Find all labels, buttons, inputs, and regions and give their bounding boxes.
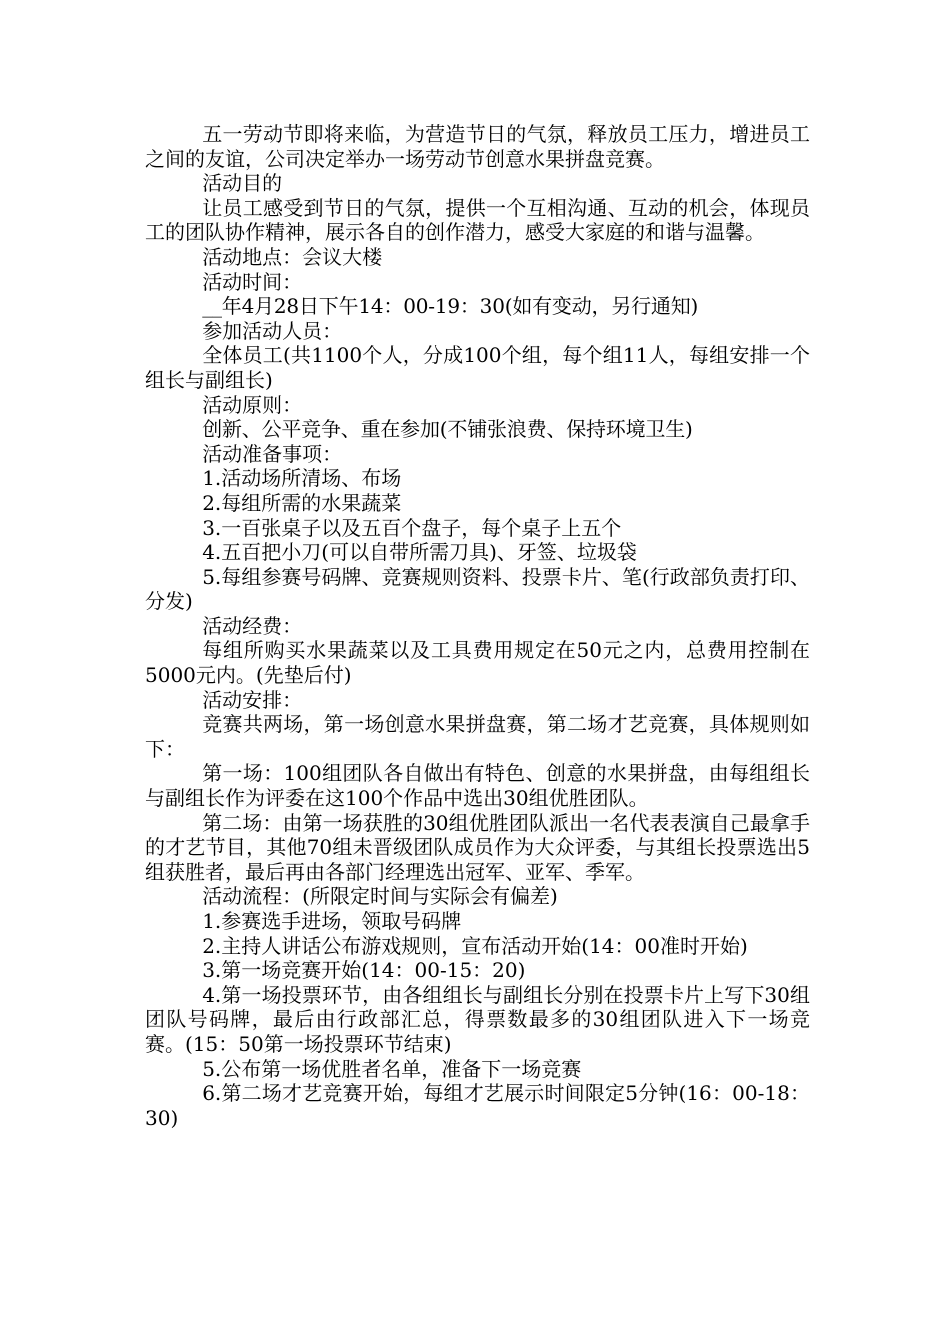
heading-budget: 活动经费：: [202, 613, 303, 638]
list-item-prep-1: 1.活动场所清场、布场: [202, 466, 402, 491]
paragraph-round-1: 第一场：100组团队各自做出有特色、创意的水果拼盘，由每组组长与副组长作为评委在这100个作品中选出30组优胜团队。: [145, 761, 810, 811]
heading-participants: 参加活动人员：: [202, 318, 343, 343]
heading-purpose: 活动目的: [202, 171, 283, 196]
paragraph-location: 活动地点：会议大楼: [202, 244, 383, 269]
list-item-prep-2: 2.每组所需的水果蔬菜: [202, 490, 402, 515]
paragraph-arrangement: 竞赛共两场，第一场创意水果拼盘赛，第二场才艺竞赛，具体规则如下：: [145, 712, 810, 761]
heading-time: 活动时间：: [202, 269, 303, 294]
list-item-process-5: 5.公布第一场优胜者名单，准备下一场竞赛: [202, 1056, 582, 1081]
list-item-process-2: 2.主持人讲话公布游戏规则，宣布活动开始(14：00准时开始): [202, 933, 748, 958]
list-item-process-4: 4.第一场投票环节，由各组组长与副组长分别在投票卡片上写下30组团队号码牌，最后由行政部汇总，得票数最多的30组团队进入下一场竞赛。(15：50第一场投票环节结束): [145, 982, 810, 1056]
list-item-prep-4: 4.五百把小刀(可以自带所需刀具)、牙签、垃圾袋: [202, 540, 637, 565]
list-item-process-6: 6.第二场才艺竞赛开始，每组才艺展示时间限定5分钟(16：00-18：30): [145, 1081, 810, 1130]
paragraph-participants: 全体员工(共1100个人，分成100个组，每个组11人，每组安排一个组长与副组长): [145, 343, 810, 392]
list-item-prep-5: 5.每组参赛号码牌、竞赛规则资料、投票卡片、笔(行政部负责打印、分发): [145, 564, 810, 614]
paragraph-budget: 每组所购买水果蔬菜以及工具费用规定在50元之内，总费用控制在5000元内。(先垫后付): [145, 638, 810, 688]
document-body: [145, 122, 810, 1130]
heading-arrangement: 活动安排：: [202, 687, 303, 712]
heading-principles: 活动原则：: [202, 392, 303, 417]
list-item-process-3: 3.第一场竞赛开始(14：00-15：20): [202, 958, 526, 983]
paragraph-intro: 五一劳动节即将来临，为营造节日的气氛，释放员工压力，增进员工之间的友谊，公司决定举办一场劳动节创意水果拼盘竞赛。: [145, 122, 810, 171]
heading-preparation: 活动准备事项：: [202, 441, 343, 466]
list-item-prep-3: 3.一百张桌子以及五百个盘子，每个桌子上五个: [202, 515, 622, 540]
list-item-process-1: 1.参赛选手进场，领取号码牌: [202, 909, 462, 933]
paragraph-time: __年4月28日下午14：00-19：30(如有变动，另行通知): [202, 294, 699, 319]
paragraph-round-2: 第二场：由第一场获胜的30组优胜团队派出一名代表表演自己最拿手的才艺节目，其他70组未晋级团队成员作为大众评委，与其组长投票选出5组获胜者，最后再由各部门经理选出冠军、亚军、季军。: [145, 810, 810, 884]
heading-process: 活动流程：(所限定时间与实际会有偏差): [202, 884, 558, 909]
paragraph-purpose: 让员工感受到节日的气氛，提供一个互相沟通、互动的机会，体现员工的团队协作精神，展示各自的创作潜力，感受大家庭的和谐与温馨。: [145, 195, 810, 245]
paragraph-principles: 创新、公平竞争、重在参加(不铺张浪费、保持环境卫生): [202, 417, 693, 442]
